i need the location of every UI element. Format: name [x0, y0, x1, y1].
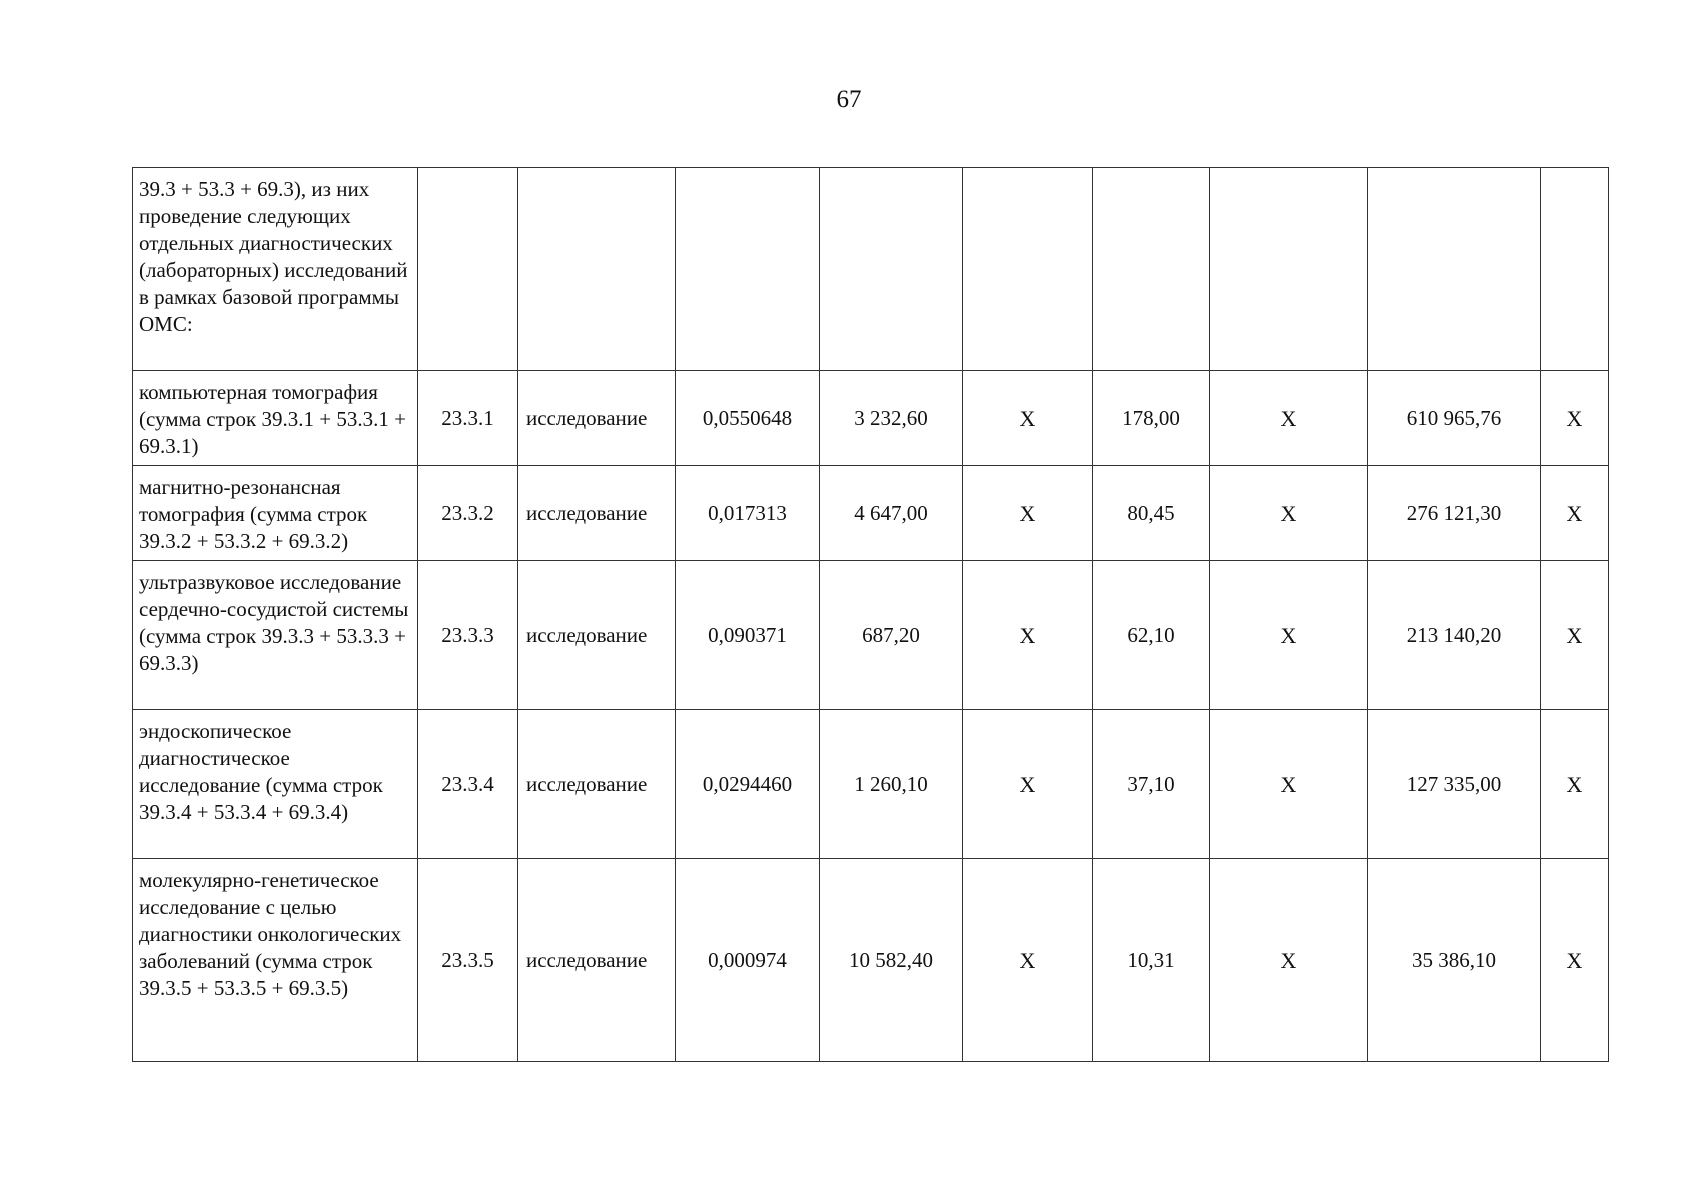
row-name-cell: 39.3 + 53.3 + 69.3), из них проведение следующих отдельных диагностических (лабораторных) исследований в рамках базовой программы ОМС: [133, 168, 418, 371]
empty-cell [963, 168, 1093, 371]
page-number: 67 [836, 86, 862, 113]
empty-cell [1210, 168, 1368, 371]
empty-cell [1093, 168, 1210, 371]
table-row [133, 371, 1609, 466]
row-x-cell: X [963, 561, 1093, 710]
data-table [132, 167, 1609, 1062]
empty-cell [418, 168, 518, 371]
empty-cell [820, 168, 963, 371]
empty-cell [676, 168, 820, 371]
row-x-cell: X [1210, 371, 1368, 466]
row-code-cell: 23.3.2 [418, 466, 518, 561]
row-x-cell: X [1541, 710, 1609, 859]
row-cost-cell: 687,20 [820, 561, 963, 710]
row-cost-cell: 4 647,00 [820, 466, 963, 561]
row-code-cell: 23.3.5 [418, 859, 518, 1062]
row-x-cell: X [1210, 710, 1368, 859]
row-unit-cell: исследование [518, 859, 676, 1062]
row-name-cell: эндоскопическое диагностическое исследование (сумма строк 39.3.4 + 53.3.4 + 69.3.4) [133, 710, 418, 859]
table-row [133, 561, 1609, 710]
row-cost-cell: 10 582,40 [820, 859, 963, 1062]
table-row [133, 466, 1609, 561]
empty-cell [1541, 168, 1609, 371]
row-x-cell: X [1210, 561, 1368, 710]
row-per-capita-cell: 178,00 [1093, 371, 1210, 466]
row-x-cell: X [963, 710, 1093, 859]
empty-cell [1368, 168, 1541, 371]
row-cost-cell: 3 232,60 [820, 371, 963, 466]
row-volume-cell: 0,090371 [676, 561, 820, 710]
row-cost-cell: 1 260,10 [820, 710, 963, 859]
row-name-cell: магнитно-резонансная томография (сумма строк 39.3.2 + 53.3.2 + 69.3.2) [133, 466, 418, 561]
row-per-capita-cell: 80,45 [1093, 466, 1210, 561]
row-x-cell: X [963, 371, 1093, 466]
row-per-capita-cell: 10,31 [1093, 859, 1210, 1062]
row-volume-cell: 0,0294460 [676, 710, 820, 859]
table-row [133, 859, 1609, 1062]
row-per-capita-cell: 37,10 [1093, 710, 1210, 859]
row-name-cell: молекулярно-генетическое исследование с целью диагностики онкологических заболеваний (сумма строк 39.3.5 + 53.3.5 + 69.3.5) [133, 859, 418, 1062]
row-x-cell: X [1541, 859, 1609, 1062]
empty-cell [518, 168, 676, 371]
row-total-cell: 35 386,10 [1368, 859, 1541, 1062]
row-code-cell: 23.3.4 [418, 710, 518, 859]
row-unit-cell: исследование [518, 710, 676, 859]
row-name-cell: ультразвуковое исследование сердечно-сосудистой системы (сумма строк 39.3.3 + 53.3.3 + 69.3.3) [133, 561, 418, 710]
row-unit-cell: исследование [518, 561, 676, 710]
row-x-cell: X [1541, 371, 1609, 466]
row-total-cell: 610 965,76 [1368, 371, 1541, 466]
row-x-cell: X [1541, 466, 1609, 561]
row-total-cell: 276 121,30 [1368, 466, 1541, 561]
row-per-capita-cell: 62,10 [1093, 561, 1210, 710]
table-row [133, 168, 1609, 371]
row-code-cell: 23.3.1 [418, 371, 518, 466]
row-total-cell: 127 335,00 [1368, 710, 1541, 859]
row-x-cell: X [1210, 859, 1368, 1062]
row-volume-cell: 0,0550648 [676, 371, 820, 466]
row-x-cell: X [963, 859, 1093, 1062]
row-total-cell: 213 140,20 [1368, 561, 1541, 710]
row-name-cell: компьютерная томография (сумма строк 39.3.1 + 53.3.1 + 69.3.1) [133, 371, 418, 466]
row-x-cell: X [1210, 466, 1368, 561]
row-x-cell: X [963, 466, 1093, 561]
table-row [133, 710, 1609, 859]
row-code-cell: 23.3.3 [418, 561, 518, 710]
row-volume-cell: 0,017313 [676, 466, 820, 561]
row-volume-cell: 0,000974 [676, 859, 820, 1062]
row-unit-cell: исследование [518, 466, 676, 561]
row-unit-cell: исследование [518, 371, 676, 466]
row-x-cell: X [1541, 561, 1609, 710]
